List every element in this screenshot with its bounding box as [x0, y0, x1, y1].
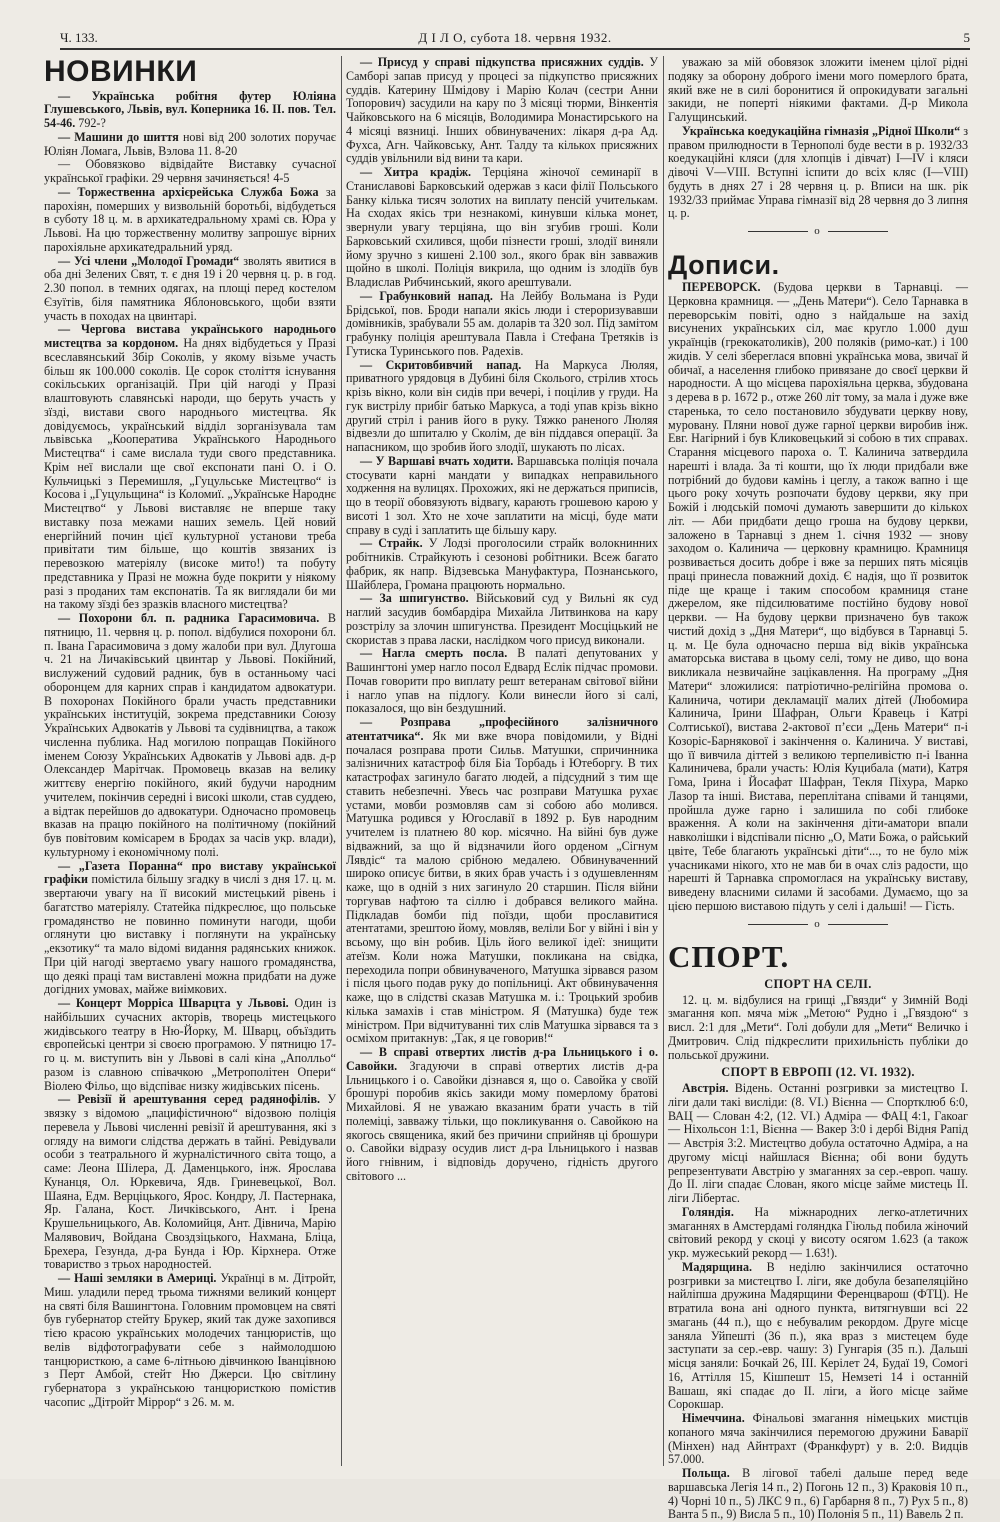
- sport-item-text: Відень. Останні розгривки за мистецтво І. ліги дали такі висліди: (8. VI.) Вієнна — Спортклюб 6:0, ВАЦ — Слован 4:2, (12. VI.) Адміра — ФАЦ 4:1, Гакоаг — Ніхольсон 1:1, Вієнна — Вакер 3:0 і дербі Відня Рапід — Австрія 3:2. Мистецтво добула остаточно Адміра, а на другому місці найшлася Вієнна; обі вони будуть репрезентувати Австрію у змаганнях за сер.-европ. чашу. До II. ліги спадає Слован, якого місце займе мистець II. ліги Лібертас.: [668, 1081, 968, 1206]
- dopys-text: (Будова церкви в Тарнавці. — Церковна крамниця. — „День Матери“). Село Тарнавка в переворськім повіті, одно з найдальше на захід висунених українських сіл, має кругло 1.000 душ українців (грекокатоликів), 200 поляків (римо-кат.) і 100 жидів. У селі збереглася вповні українська мова, звичаї й обичаї, а населення глибоко привязане до своєї церкви й народности. А що місцева парохіяльна церква, збудована з дерева в р. 1672 р., отже 260 літ тому, за мала і дуже вже старенька, то село постановило збудувати церкву нову, муровану. Пляни нової дуже гарної церкви виробив інж. Евг. Нагірний і був Кликовецький зі собою в тих справах. Старання місцевого пароха о. Т. Калинича затвердила нарешті і влада. За ті кошти, що їх люди придбали вже потрібний до будови камінь і цеглу, а також вапно і ще цього року хочуть розпочати будову церкви, яку при Божій і людській помочі думають завершити до кількох літ. — Аби придбати дещо гроша на будову церкви, заложено в Тарнавці з днем 1. січня 1932 — знову заходом о. Калинича — церковну крамницю. Крамниця розвивається досить добре і вже за перших пять місяців праці принесла поважний дохід. Є надія, що її розвиток піде ще краще і таким способом крамниця стане джерелом, яке підсилюватиме постійно будову нової церкви. — На будову церкви призначено був також чистий дохід з „Дня Матери“, що відбувся в Тарнавці 5. ц. м. Це була одночасно перша від віків українська аматорська вистава в цьому селі, тому не диво, що вона викликала незвичайне зацікавлення. На програму „Дня Матери“ зложилися: патріотично-релігійна промова о. Калинича, чотири декламації малих дітей (Любомира Калинича, Ірини Шафран, Ольги Кравець і Катрі Солтиської), вистава 2-актової п’єси „День Матери“ п-і Козоріс-Барнякової і закінчення о. Калинича. У виставі, що її вивчила діттей з великою терпеливістю п-і Іванна Калиничева, брали участь: Юлія Куцибала (мати), Катря Гома, Ірина і Йосафат Шафран, Текля Піхура, Марко Лазор та інші. Вистава, переплітана співами й танцями, пройшла дуже гарно і залишила по собі глибоке враження. А коли на закінчення діти-аматори впали навколішки і відспівали пісню „О, Мати Божа, о райський цвіте, Тебе благають українські діти“..., то не було між учасниками нікого, хто не мав би в очах сліз радости, що нарешті й Тарнавка спромоглася на українську виставу, виведену власними силами й засобами. Думаємо, що за цією першою виставою підуть у селі і дальші! — Гість.: [668, 280, 968, 913]
- news-item-heading: — Машини до шиття: [58, 129, 179, 144]
- dopys-heading: ПЕРЕВОРСК.: [682, 280, 761, 295]
- sport-item: [668, 1467, 968, 1522]
- sport-item: [668, 1261, 968, 1412]
- news-item: [44, 186, 336, 255]
- page-number: 5: [963, 30, 970, 45]
- news-item: [44, 131, 336, 159]
- news-item-heading: — Скритовбивчий напад.: [360, 357, 522, 372]
- sport-item-text: В неділю закінчилися остаточно розгривки за мистецтво І. ліги, яке добула безапеляційно найліпша дружина Мадярщини Ференцварош (ФТЦ). Не втратила вона ані одного пункта, витягнувши всі 22 змагань (44 п.), що є небувалим рекордом. Друге місце заняла Уйпешті (36 п.), яка враз з мистецем буде заступати за сер.-евр. чашу: 3) Гунгарія (35 п.). Дальші місця заняли: Бочкай 26, III. Керілет 24, Будаї 19, Сомогі 16, Аттілля 15, Кішпешт 15, Немзеті 14 і останній Вашаш, які спадає до II. ліги, а його місце займе Сорокшар.: [668, 1259, 968, 1412]
- masthead-date: Д І Л О, субота 18. червня 1932.: [418, 30, 612, 45]
- news-item-text: 792-?: [75, 116, 106, 130]
- sport-item-text: Фінальові змагання німецьких мистців копаного мяча закінчилися перемогою дружини Баварії (Мінхен) над Айнтрахт (Франкфурт) у в. 2:0. Видців 57.000.: [668, 1411, 968, 1467]
- column-right: [668, 55, 968, 1522]
- news-item: [346, 359, 658, 455]
- news-item-text: Згадуючи в справі отвертих листів д-ра Ільницького і о. Савойки дізнався я, що о. Савойка у своїй брошурі поробив якісь закиди мому померлому братові Михайлові. Я не уважаю вказаним брати участь в тій полеміці, завважу тільки, що покликування о. Савойкою на якогось священика, який без причини сприйняв ці брошури о. Савойки відразу осудив лист д-ра Ільницького і назвав його гнівним, і відповідь доручено, гідність другого світового ...: [346, 1058, 658, 1183]
- news-item-text: за парохіян, померших у визвольній боротьбі, відбудеться в суботу 18 ц. м. в архикатедральному храмі св. Юра у Львові. На цю торжественну молитву запрошує вірних парохіяльне архикатедральний уряд.: [44, 184, 337, 254]
- news-item-text: У Самборі запав присуд у процесі за підкупство присяжних суддів. Катерину Шмідову і Марію Колач (сестри Анни Топорович) засудили на кару по 3 місяці тюрми, Вінкентія Чайковського на 6 місяців, Володимира Монастирського на 4 місяці вязниці. Інших обвинувачених: лікаря д-ра Ад. Фухса, Агн. Чайковську, Ант. Талду та кількох присяжних суддів увільнили від вини та кари.: [346, 55, 658, 166]
- letter-item: [668, 56, 968, 125]
- news-item-text: В палаті депутованих у Вашингтоні умер нагло посол Едвард Еслік підчас промови. Почав говорити про виплату решт ветеранам світової війни і нагло упав на підлогу. Коли винесли його зі салі, показалося, що він бездушний.: [346, 646, 658, 716]
- news-item-heading: — Українська робітня футер Юліяна Глушевського, Львів, вул. Коперника 16. II. пов. Тел. 54-46.: [44, 88, 336, 130]
- issue-number: Ч. 133.: [60, 30, 98, 45]
- news-item-text: В пятницю, 11. червня ц. р. попол. відбулися похорони бл. п. Івана Гарасимовича з дому жалоби при вул. Длугоша ч. 21 на Личаківський цвинтар у Львові. Покійний, вислужений судовий радник, був в останньому часі оборонцем для карних справ і кандидатом адвокатури. В похоронах Покійного брали участь представники українських інституцій, зокрема представники Союзу Українських Адвокатів у Львові та судівництва, а також численна публика. Над могилою попращав Покійного іменем Союзу Українських Адвокатів у Львові адв. д-р Олександер Марітчак. Промовець вказав на велику життєву енергію покійного, який будучи народним учителем, покінчив середні і високі школи, став суддею, а відтак перейшов до адвокатури. Одночасно промовець вказав на працю покійного на політичному (покійний був повітовим комісарем в Бродах за часів укр. влади), культурному і економічному полі.: [44, 611, 336, 859]
- news-item-text: Військовий суд у Вильні як суд наглий засудив бомбардіра Михайла Литвинкова на кару розстрілу за злочин шпигунства. Президент Мосціцький не скористав з права ласки, наслідком чого присуд виконали.: [346, 591, 658, 647]
- news-item: [346, 592, 658, 647]
- news-list: [346, 56, 658, 1184]
- separator: o: [668, 225, 968, 239]
- news-item: [44, 860, 336, 998]
- news-item: [346, 166, 658, 290]
- news-item-text: На днях відбудеться у Празі всеславянський Збір Соколів, у якому візьме участь більш як 100.000 соколів. Це сорок століття існування сокільських організацій. При цій нагоді у Празі влаштовують славянські народи, що беруть участь у зїзді, вистави свого народнього мистецтва. Як довідуємось, український відділ зорганізувала там львівська „Кооператива Українського Народнього Мистецтва“ і саме вислала туди свого представника. Крім неї вислали ще свої експонати пані О. і О. Кульчицькі з Перемишля, „Гуцульське Мистецтво“ із Косова і „Гуцульщина“ із Коломиї. „Українське Народнє Мистецтво“ у Львові виставляє не вперше таку виставку поза межами наших земель. Цей новий енергійний почин цієї культурної установи треба привітати тим більше, що коштів звязаних із перевозкою матеріялу (високе мито!) та побуту представника у Празі не можна буде покрити у ніякому разі з проданих там експонатів. Та як виглядали би ми на такому зїзді без зразків власного мистецтва?: [44, 336, 336, 612]
- news-item-heading: — „Газета Поранна“ про виставу української графіки: [44, 858, 336, 887]
- news-item: [44, 158, 336, 186]
- news-item-heading: — Хитра крадіж.: [360, 165, 472, 179]
- news-item-heading: — Присуд у справі підкупства присяжних суддів.: [360, 55, 644, 69]
- letter-item-heading: Українська коедукаційна гімназія „Рідної Школи“: [682, 123, 961, 138]
- news-item-heading: — Грабунковий напад.: [360, 288, 493, 303]
- column-rule: [341, 56, 342, 1466]
- news-item-text: нові від 200 золотих поручає Юліян Ломага, Львів, Вэлова 11. 8-20: [44, 129, 336, 158]
- letter-item-text: уважаю за мій обовязок зложити іменем цілої рідні подяку за оборону доброго імени мого померлого брата, який вже не в силі боронитися й опрокидувати загальні закиди, не поперті ніякими фактами. Д-р Микола Галущинський.: [668, 55, 968, 124]
- news-item-text: — Обовязково відвідайте Виставку сучасної української графіки. 29 червня зачиняється! 4-5: [44, 157, 336, 185]
- news-item-heading: — Усі члени „Молодої Громади“: [58, 253, 240, 268]
- sport-list: [668, 1082, 968, 1522]
- sport-item-heading: Мадярщина.: [682, 1259, 753, 1274]
- news-item-text: Варшавська поліція почала стосувати карні мандати у випадках неправильного ходження на вулицях. Прохожих, які не держаться приписів, що в теорії обовязують відвагу, карають грошевою карою у висоті 1 зол. Хто не хоче заплатити на місці, буде мати справу в суді і заплатить ще більшу кару.: [346, 453, 658, 537]
- sport-item-text: На міжнародних легко-атлетичних змаганнях в Амстердамі голяндка Гіюльд побила жіночий світовий рекорд у скоці у висоту осягом 1.623 (а також укр. мужеський рекорд — 1.63!).: [668, 1204, 968, 1261]
- letter-item: [668, 125, 968, 221]
- news-item-heading: — Розправа „професійного залізничного атентатчика“.: [346, 715, 658, 743]
- news-item: [44, 1272, 336, 1410]
- column-middle: [346, 56, 658, 1474]
- news-item-text: На Маркуса Люляя, приватного урядовця в Дубині біля Сколього, стрілив хтось крізь вікно, коли він сидів при вечері, і поцілив у груди. На гук вистрілу прибіг батько Маркуса, а тоді упав крізь вікно другий стріл і ранив його в руку. Тяжко раненого Люляя відвезли до шпиталю у Сколім, де він піддався операції. За напасником, що зробив його злодії, шукають по лісах.: [346, 357, 658, 454]
- news-item: [44, 90, 336, 131]
- sport-item-text: В лігової табелі дальше перед веде варшавська Легія 14 п., 2) Погонь 12 п., 3) Краковія 10 п., 4) Чорні 10 п., 5) ЛКС 9 п., 6) Гарбарня 8 п., 7) Рух 5 п., 8) Ванта 5 п., 9) Висла 5 п., 10) Полонія 5 п., 11) Вавель 2 п.: [668, 1466, 968, 1522]
- news-item: [346, 1046, 658, 1184]
- news-item-text: Як ми вже вчора повідомили, у Відні почалася розправа проти Сильв. Матушки, спричинника залізничних катастроф біля Біа Торбадь і Ютеборгу. В тих катастрофах загинуло багато людей, а підсудний з тим ще ставить небезпечні. Увесь час розправи Матушка рухає устами, мовби розмовляв сам зі собою або молився. Матушка родився у Югославії в 1892 р. Був народним учителем із платнею 80 кор. місячно. На війні був дуже відважний, за що й відзначили його орденом „Сігнум Лявдіс“ та малою срібною медалею. Обвинуваченний широко описує битви, в яких брав участь і з одушевленням каже, що в одній з них загинуло 20 старшин. Після війни торгував нафтою та сіллю і добрався великого майна. Підкладав бомби під поїзди, щоби прославитися атентатами, зрештою йому, мовляв, веліли Бог у війні і він у всьому, що він робив. Ціль його великої ідеї: знищити атеїзм. Коли ножа Матушки, покликана на свідка, переходила попри обвинуваченого, Матушка зірвався разом і після цього подав руку до попільниці. Акт обвинувачення каже, що в слідстві сказав Матушка м. і.: Троцький зробив кілька замахів і став міністром. Я (Матушка) буде теж міністром. При відчитуванні тих слів Матушка зірвався та з осміхом притакнув: „Так, я це говорив!“: [346, 728, 658, 1046]
- section-title-sport: СПОРТ.: [668, 939, 790, 975]
- sport-item-heading: Австрія.: [682, 1081, 729, 1096]
- sport-item: [668, 1082, 968, 1206]
- column-rule: [663, 56, 664, 1466]
- sport-item: [668, 1412, 968, 1467]
- sport-item-heading: Польща.: [682, 1466, 730, 1481]
- letter-item-text: з правом прилюдности в Тернополі буде вести в р. 1932/33 коедукаційні кляси (для хлопців і дівчат) I—IV і кляси дівочі V—VIII. Вступні іспити до всіх кляс (I—VIII) будуть в днях 27 і 28 червня ц. р. Вписи на шк. рік 1932/33 приймає Управа гімназії від 28 червня до 3 липня ц. р.: [668, 123, 968, 221]
- news-list: [44, 90, 336, 1410]
- news-item-heading: — Страйк.: [360, 536, 423, 551]
- news-item-text: На Лейбу Вольмана із Руди Брідської, пов. Броди напали якісь люди і стероризувавши домівників, зрабували 55 ам. доларів та 320 зол. Під замітом грабунку поліція арештувала Павла і Стефана Третяків із Гутиска Туринського пов. Радехів.: [346, 288, 658, 358]
- sport-item-heading: Голяндія.: [682, 1204, 734, 1219]
- news-item: [346, 290, 658, 359]
- news-item-heading: — Концерт Морріса Шварцта у Львові.: [58, 996, 289, 1010]
- news-item-heading: — У Варшаві вчать ходити.: [360, 453, 514, 468]
- dopys-article: [668, 281, 968, 914]
- page-header: [60, 26, 970, 50]
- news-item: [346, 716, 658, 1046]
- sport-item-heading: Німеччина.: [682, 1411, 745, 1426]
- news-item: [44, 255, 336, 324]
- news-item-heading: — Нагла смерть посла.: [360, 646, 508, 661]
- news-item: [346, 56, 658, 166]
- news-item-text: У Лодзі проголосили страйк волокнинних робітників. Страйкують і сезонові робітники. Всеж багато фабрик, як напр. Відзевська Мануфактура, Познанського, Шайблера, Громана працюють нормально.: [346, 536, 658, 592]
- sport-item: [668, 1206, 968, 1261]
- news-item: [346, 537, 658, 592]
- news-item-text: Один із найбільших сучасних акторів, творець мистецького жидівського театру в Ню-Йорку, М. Шварц, объїздить європейські центри зі своєю програмою. У пятницю 17-го ц. м. виступить він у Львові в салі кіна „Аполльо“ разом із славною співачкою „Метрополітен Опери“ Віолею Фільо, що відспіває низку жидівських пісень.: [44, 996, 336, 1093]
- news-item-heading: — За шпигунство.: [360, 591, 469, 606]
- news-item-text: помістила більшу згадку в числі з дня 17. ц. м. звертаючи увагу на її високий мистецький рівень і багатство матеріялу. Статейка підкреслює, що польське громадянство не повинно поминути нагоди, щоби оглянути цю виставку і поглянути на українську „екзотику“ та мало відомі видання радянських книжок. При цій нагоді звертаємо увагу нашого громадянства, що деякі праці там виставлені можна придбати на дуже догідних умовах, майже виімкових.: [44, 872, 336, 997]
- news-item-heading: — Ревізії й арештування серед радянофілів.: [58, 1092, 321, 1107]
- column-left: [44, 56, 336, 1474]
- news-item-text: У звязку з відомою „пацифістичною“ відозвою поліція перевела у Львові численні ревізії й арештування, які з огляду на вимоги слідства держать в тайні. Ревідували особи з театрального й журналістичного світа тощо, а саме: Леона Шілера, Д. Даменцького, інж. Ярослава Кунанця, Ол. Юркевича, Ядв. Гриневецької, Вол. Шаяна, Едм. Верціцького, Ярос. Кондру, Л. Пастернака, Яр. Галана, Кост. Личківського, Ант. і Ірена Крушельницького, Ав. Коломийця, Ант. Дівнича, Марію Малявович, Войдана Своздзіцького, Нахмана, Бліца, Брехера, Гезунда, д-ра Бунда і Юр. Кірхнера. Отже товариство з трьох народностей.: [44, 1092, 336, 1272]
- sport-subheading-europe: СПОРТ В ЕВРОПІ (12. VI. 1932).: [721, 1065, 915, 1080]
- news-item-heading: — Наші земляки в Америці.: [58, 1271, 217, 1285]
- separator: o: [668, 918, 968, 932]
- news-item: [44, 1093, 336, 1272]
- news-item: [44, 997, 336, 1093]
- news-item-text: Терціяна жіночої семинарії в Станиславові Барковський одержав з каси філії Польського Банку кілька тисяч золотих на виплату пенсій учителькам. На сходах якісь три незнакомі, кинувши кілька монет, звернули увагу терціяна, що він згубив гроші. Коли Барковський схилився, щоби пізнести гроші, злодії виняли йому зручно з кишені 2.100 зол., якого брак він завважив щойно в школі. Поліція викрила, що одним із злодіїв був Владислав Рибчинський, якого арештували.: [346, 165, 659, 289]
- news-item-heading: — В справі отвертих листів д-ра Ільницького і о. Савойки.: [346, 1045, 658, 1073]
- sport-subheading-village: СПОРТ НА СЕЛІ.: [764, 976, 872, 991]
- news-item: [346, 455, 658, 538]
- news-item: [44, 323, 336, 612]
- news-item-heading: — Торжественна архієрейська Служба Божа: [58, 184, 319, 199]
- news-item-heading: — Похорони бл. п. радника Гарасимовича.: [58, 611, 320, 625]
- news-item: [44, 612, 336, 860]
- section-title-dopysy: Дописи.: [668, 249, 780, 280]
- news-item-text: зволять явитися в оба дні Зелених Свят, т. є дня 19 і 20 червня ц. р. в год. 2.30 попол. в темних одягах, на площі перед костелом Єзуїтів, біля памятника Яблоновського, щоби взяти участь в походах на цвинтарі.: [44, 253, 337, 323]
- news-item-heading: — Чергова вистава українського народнього мистецтва за кордоном.: [44, 322, 336, 350]
- news-item-text: Українці в м. Дітройт, Миш. уладили перед трьома тижнями великий концерт на святі біля Вашингтона. Головним промовцем на святі був губернатор стейту Брукер, який так дуже захопився тією красою українських молодечих танцюристів, що велів відфотографувати себе з наймолодшою танцюристкою, а саме 6-літньою дівчинкою Іванцівною з Перт Амбой, стейт Ню Джерси. Цю світлину губернатора з українською танцюристкою помістив часопис „Дітройт Міррор“ з 26. м. м.: [44, 1271, 336, 1409]
- sport-village-text: 12. ц. м. відбулися на грищі „Гвязди“ у Зимній Воді змагання коп. мяча між „Метою“ Рудно і „Гвяздою“ з висл. 2:1 для „Мети“. Голі добули для „Мети“ Величко і Дмитрович. Слід підкреслити прихильність публіки до польської дружини.: [668, 992, 968, 1062]
- section-title-novynky: НОВИНКИ: [44, 55, 198, 88]
- letter-list: [668, 56, 968, 221]
- news-item: [346, 647, 658, 716]
